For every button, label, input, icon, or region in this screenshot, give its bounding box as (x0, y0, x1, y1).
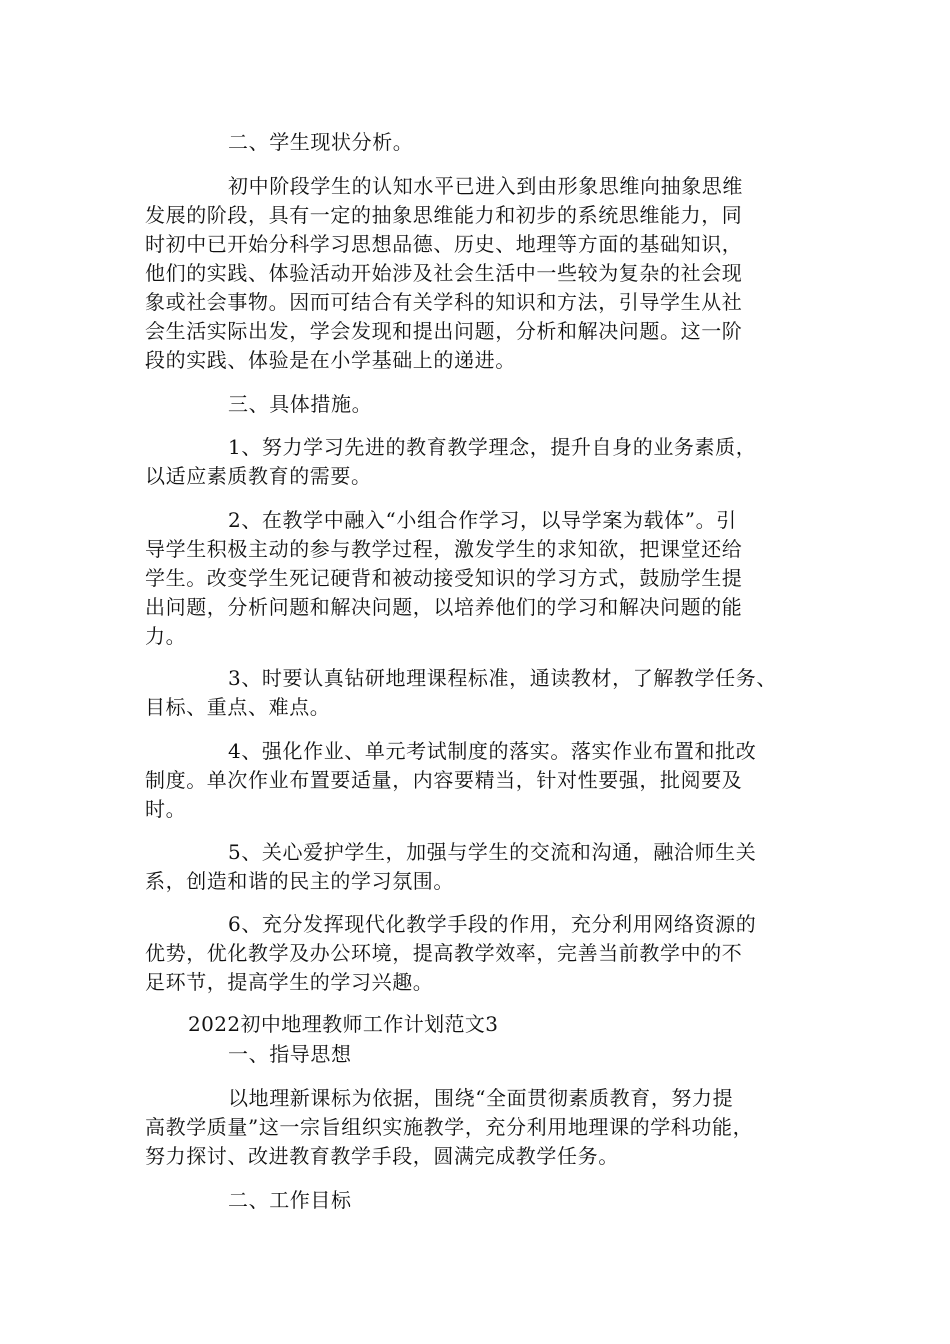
section-heading-measures: 三、具体措施。 (228, 392, 373, 416)
paragraph-line: 象或社会事物。因而可结合有关学科的知识和方法，引导学生从社 (145, 290, 743, 314)
list-item-line: 学生。改变学生死记硬背和被动接受知识的学习方式，鼓励学生提 (145, 566, 743, 590)
paragraph-line: 会生活实际出发，学会发现和提出问题，分析和解决问题。这一阶 (145, 319, 743, 343)
list-item-line: 目标、重点、难点。 (145, 695, 331, 719)
list-item-line: 5、关心爱护学生，加强与学生的交流和沟通，融洽师生关 (228, 840, 757, 864)
document-title: 2022初中地理教师工作计划范文3 (188, 1012, 499, 1036)
list-item-line: 制度。单次作业布置要适量，内容要精当，针对性要强，批阅要及 (145, 768, 743, 792)
paragraph-line: 他们的实践、体验活动开始涉及社会生活中一些较为复杂的社会现 (145, 261, 743, 285)
list-item-line: 2、在教学中融入“小组合作学习，以导学案为载体”。引 (228, 508, 737, 532)
list-item-line: 3、时要认真钻研地理课程标准，通读教材，了解教学任务、 (228, 666, 777, 690)
list-item-line: 出问题，分析问题和解决问题，以培养他们的学习和解决问题的能 (145, 595, 743, 619)
list-item-line: 导学生积极主动的参与教学过程，激发学生的求知欲，把课堂还给 (145, 537, 743, 561)
list-item-line: 时。 (145, 797, 187, 821)
paragraph-line: 以地理新课标为依据，围绕“全面贯彻素质教育，努力提 (228, 1086, 734, 1110)
list-item-line: 优势，优化教学及办公环境，提高教学效率，完善当前教学中的不 (145, 941, 743, 965)
paragraph-line: 初中阶段学生的认知水平已进入到由形象思维向抽象思维 (228, 174, 743, 198)
paragraph-line: 段的实践、体验是在小学基础上的递进。 (145, 348, 516, 372)
list-item-line: 4、强化作业、单元考试制度的落实。落实作业布置和批改 (228, 739, 757, 763)
paragraph-line: 时初中已开始分科学习思想品德、历史、地理等方面的基础知识， (145, 232, 743, 256)
paragraph-line: 高教学质量”这一宗旨组织实施教学，充分利用地理课的学科功能， (145, 1115, 754, 1139)
list-item-line: 6、充分发挥现代化教学手段的作用，充分利用网络资源的 (228, 912, 757, 936)
section-heading-work-goals: 二、工作目标 (228, 1188, 352, 1212)
list-item-line: 以适应素质教育的需要。 (145, 464, 372, 488)
list-item-line: 足环节，提高学生的学习兴趣。 (145, 970, 434, 994)
list-item-line: 1、努力学习先进的教育教学理念，提升自身的业务素质， (228, 435, 757, 459)
list-item-line: 力。 (145, 624, 187, 648)
paragraph-line: 努力探讨、改进教育教学手段，圆满完成教学任务。 (145, 1144, 619, 1168)
section-heading-student-analysis: 二、学生现状分析。 (228, 130, 414, 154)
list-item-line: 系，创造和谐的民主的学习氛围。 (145, 869, 454, 893)
section-heading-guiding-ideology: 一、指导思想 (228, 1042, 352, 1066)
paragraph-line: 发展的阶段，具有一定的抽象思维能力和初步的系统思维能力，同 (145, 203, 743, 227)
